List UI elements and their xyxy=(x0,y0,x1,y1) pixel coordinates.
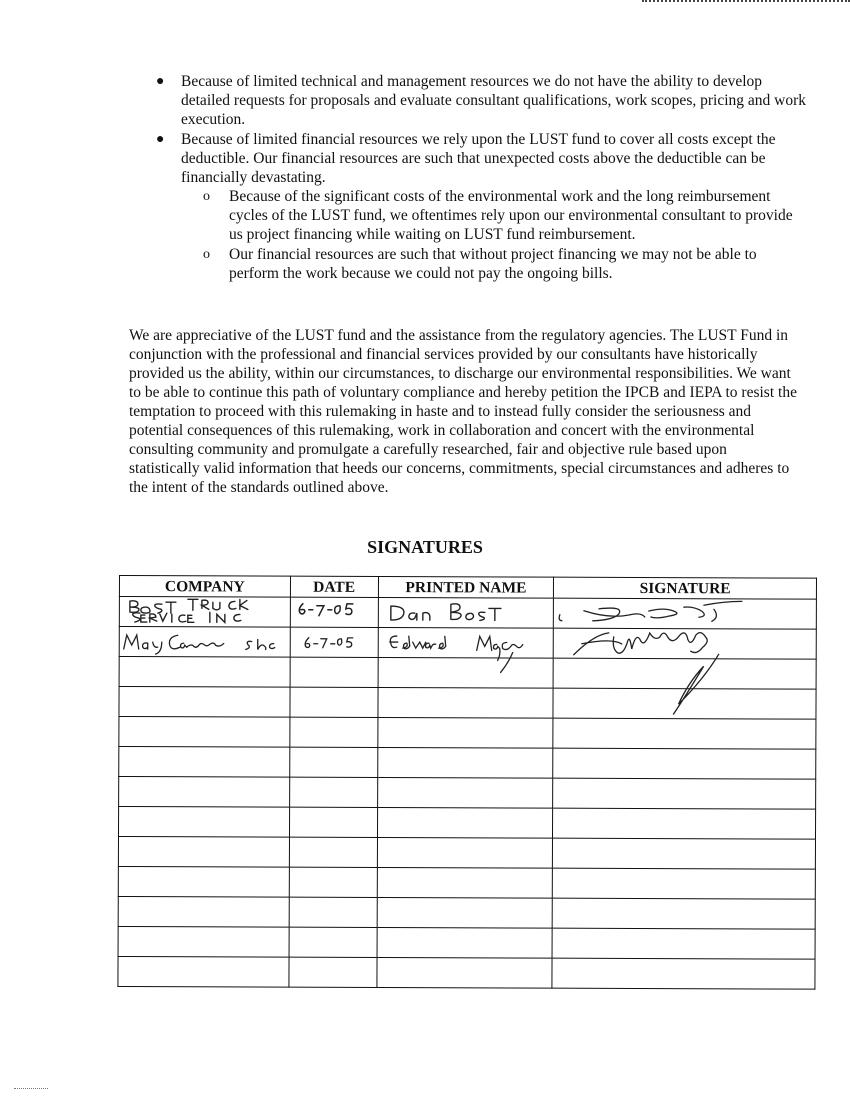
scan-edge-mark xyxy=(14,1088,48,1090)
table-row xyxy=(118,926,815,959)
printed-name-cell xyxy=(377,747,553,778)
bullet-dot-icon: ● xyxy=(156,74,165,89)
company-cell xyxy=(118,896,289,927)
sub-bullet-item xyxy=(181,187,810,244)
sub-bullet-text: Because of the significant costs of the environmental work and the long reimbursement cycles of the LUST fund, we oftentimes rely upon our environmental consultant to provide us project financing while waiting on LUST fund reimbursement. xyxy=(229,188,793,243)
company-cell xyxy=(119,777,290,808)
column-header-date: DATE xyxy=(290,576,378,597)
bullet-item xyxy=(150,72,810,129)
signature-cell xyxy=(553,778,816,809)
table-row xyxy=(119,747,816,780)
printed-name-cell xyxy=(377,807,553,838)
company-cell xyxy=(118,807,289,838)
company-cell xyxy=(119,597,290,628)
table-row xyxy=(119,597,816,630)
table-row xyxy=(118,896,815,929)
company-cell xyxy=(119,657,290,688)
printed-name-cell xyxy=(378,627,554,658)
signature-cell xyxy=(553,898,816,929)
printed-name-cell xyxy=(377,897,553,928)
table-row xyxy=(119,657,816,690)
signature-cell xyxy=(552,958,815,989)
signature-cell xyxy=(553,748,816,779)
sub-list xyxy=(181,187,810,283)
company-cell xyxy=(118,837,289,868)
date-cell xyxy=(289,807,377,837)
printed-name-cell xyxy=(377,777,553,808)
circle-bullet-icon: o xyxy=(203,247,210,262)
printed-name-cell xyxy=(378,687,554,718)
date-cell xyxy=(290,597,378,627)
company-cell xyxy=(119,747,290,778)
signature-cell xyxy=(553,658,816,689)
signature-cell xyxy=(553,688,816,719)
handwritten-date xyxy=(291,598,378,627)
column-header-company: COMPANY xyxy=(119,576,290,598)
table-row xyxy=(118,837,815,870)
printed-name-cell xyxy=(377,957,553,988)
table-row xyxy=(118,807,815,840)
signature-cell xyxy=(552,928,815,959)
company-cell xyxy=(119,717,290,748)
sub-bullet-item xyxy=(181,245,810,283)
signature-table xyxy=(117,575,817,990)
printed-name-cell xyxy=(378,597,554,628)
signature-cell xyxy=(553,868,816,899)
date-cell xyxy=(290,657,378,687)
bullet-text: Because of limited technical and management resources we do not have the ability to develop detailed requests for proposals and evaluate consultant qualifications, work scopes, pricing and work execution. xyxy=(181,73,806,128)
date-cell xyxy=(289,837,377,867)
handwritten-date xyxy=(290,628,377,657)
table-row xyxy=(119,777,816,810)
scan-edge-mark xyxy=(642,0,850,4)
bullet-text: Because of limited financial resources we rely upon the LUST fund to cover all costs except the deductible. Our financial resources are such that unexpected costs above the deductible can be financially devastating. xyxy=(181,131,776,186)
bullet-item xyxy=(150,130,810,283)
date-cell xyxy=(290,687,378,717)
table-row xyxy=(119,717,816,750)
table-row xyxy=(118,866,815,899)
company-cell xyxy=(118,956,289,987)
handwritten-printed-name xyxy=(378,598,553,628)
printed-name-cell xyxy=(378,657,554,688)
date-cell xyxy=(289,957,377,987)
company-cell xyxy=(119,627,290,658)
table-row xyxy=(118,956,815,989)
table-row xyxy=(119,627,816,660)
date-cell xyxy=(290,627,378,657)
table-row xyxy=(119,687,816,720)
printed-name-cell xyxy=(377,717,553,748)
handwritten-company xyxy=(120,597,290,627)
signature-cell xyxy=(553,718,816,749)
company-cell xyxy=(119,687,290,718)
company-cell xyxy=(118,866,289,897)
column-header-signature: SIGNATURE xyxy=(554,577,817,599)
concern-list xyxy=(150,72,810,284)
printed-name-cell xyxy=(377,837,553,868)
date-cell xyxy=(290,717,378,747)
handwritten-company xyxy=(120,627,290,657)
signature-cell xyxy=(553,838,816,869)
signature-cell xyxy=(553,808,816,839)
company-cell xyxy=(118,926,289,957)
table-header-row xyxy=(119,576,816,600)
signature-cell xyxy=(554,628,817,659)
circle-bullet-icon: o xyxy=(203,189,210,204)
date-cell xyxy=(289,747,377,777)
petition-paragraph: We are appreciative of the LUST fund and the assistance from the regulatory agencies. The LUST Fund in conjunction with the professional and financial services provided by our consultants have historically provided us the ability, within our circumstances, to discharge our environmental responsibilities. We want to be able to continue this path of voluntary compliance and hereby petition the IPCB and IEPA to resist the temptation to proceed with this rulemaking in haste and to instead fully consider the seriousness and potential consequences of this rulemaking, work in collaboration and concert with the environmental consulting community and promulgate a carefully researched, fair and objective rule based upon statistically valid information that heeds our concerns, commitments, special circumstances and adheres to the intent of the standards outlined above. xyxy=(129,327,797,496)
bullet-dot-icon: ● xyxy=(156,132,165,147)
printed-name-cell xyxy=(377,867,553,898)
signatures-heading: SIGNATURES xyxy=(367,537,483,557)
date-cell xyxy=(289,897,377,927)
date-cell xyxy=(289,777,377,807)
date-cell xyxy=(289,927,377,957)
column-header-printed-name: PRINTED NAME xyxy=(378,576,554,598)
sub-bullet-text: Our financial resources are such that without project financing we may not be able to perform the work because we could not pay the ongoing bills. xyxy=(229,246,757,282)
signature-cell xyxy=(554,598,817,629)
printed-name-cell xyxy=(377,927,553,958)
date-cell xyxy=(289,867,377,897)
